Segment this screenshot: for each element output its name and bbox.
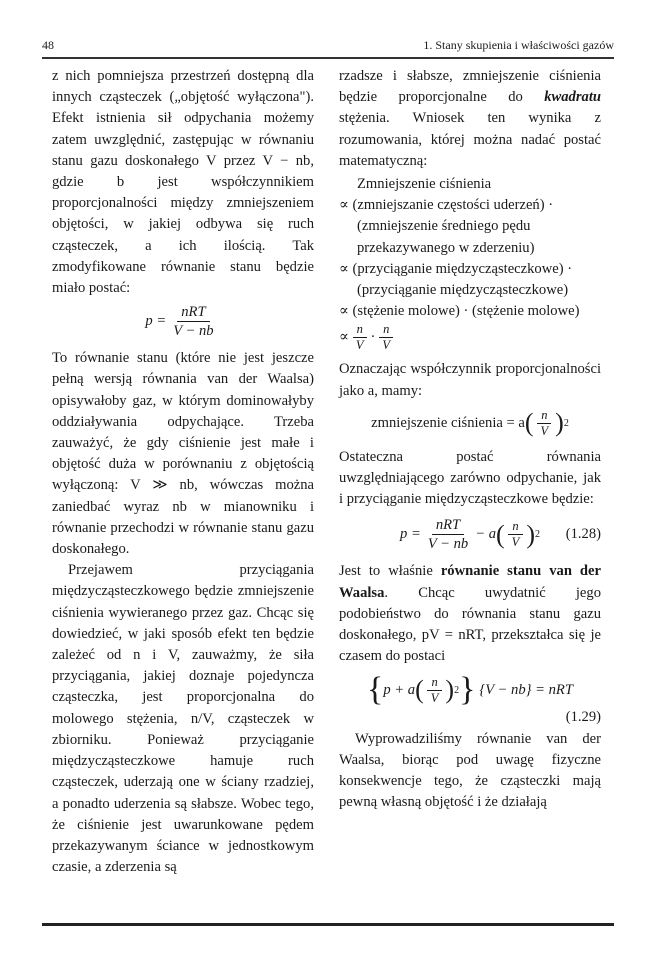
multiply-dot: · xyxy=(370,329,376,346)
page-header xyxy=(42,36,614,56)
equation-pressure-reduction xyxy=(339,408,601,439)
bold-term: równanie stanu van der Waalsa xyxy=(339,563,602,601)
text-span: . Chcąc uwydatnić jego podobieństwo do równania stanu gazu doskonałego, pV = nRT, przekształca się je czasem do postaci xyxy=(339,584,601,665)
paragraph xyxy=(339,561,601,667)
fraction-numerator: nRT xyxy=(177,303,209,322)
paragraph: Wyprowadziliśmy równanie van der Waalsa, biorąc pod uwagę fizyczne konsekwencje tego, że cząsteczki mają pewną własną objętość i że działają xyxy=(339,730,601,811)
paragraph xyxy=(339,66,601,172)
paren-right: ) xyxy=(555,408,564,438)
equation-lhs: zmniejszenie ciśnienia = a xyxy=(371,414,525,431)
page-number: 48 xyxy=(42,38,54,52)
equation-lhs: p = xyxy=(400,526,421,543)
text-span: stężenia. Wniosek ten wynika z rozumowania, której można nadać postać matematyczną: xyxy=(339,110,601,169)
fraction-denominator: V xyxy=(430,690,439,705)
exponent: 2 xyxy=(534,529,540,541)
fraction-denominator: V xyxy=(540,423,549,438)
fraction xyxy=(352,322,368,353)
fraction xyxy=(427,675,443,706)
fraction-numerator: nRT xyxy=(432,516,464,535)
paragraph: To równanie stanu (które nie jest jeszcze pełną wersją równania van der Waalsa) opisywałoby gaz, w którym dominowałyby oddziaływania odpychające. Trzeba zauważyć, że gdy ciśnienie jest małe i objętość duża w porównaniu z objętością wyłączoną: V ≫ nb, wówczas można zaniedbać wyraz nb w mianowniku i równanie przechodzi w równanie stanu gazu doskonałego. xyxy=(52,350,314,558)
equation-lhs: p = xyxy=(145,313,167,330)
fraction-denominator: V − nb xyxy=(427,536,469,553)
left-column xyxy=(52,66,314,878)
fraction xyxy=(508,519,524,550)
running-title: 1. Stany skupienia i właściwości gazów xyxy=(423,38,614,52)
equation-term: {V − nb} = nRT xyxy=(479,681,573,698)
brace-right: } xyxy=(459,671,476,709)
list-line: (zmniejszenie średniego pędu przekazywanego w zderzeniu) xyxy=(357,218,535,256)
list-line: ∝ (zmniejszanie częstości uderzeń) · xyxy=(339,197,554,214)
list-line: ∝ (stężenie molowe) · (stężenie molowe) xyxy=(339,303,580,320)
right-column xyxy=(339,66,601,813)
exponent: 2 xyxy=(563,417,569,429)
footer-rule xyxy=(42,923,614,926)
text-span: rzadsze i słabsze, zmniejszenie ciśnienia będzie proporcjonalne do xyxy=(339,68,601,106)
list-line-fraction xyxy=(339,322,601,353)
paren-left: ( xyxy=(415,675,424,705)
paragraph: z nich pomniejsza przestrzeń dostępną dla innych cząsteczek („objętość wyłączona"). Efekt istnienia sił odpychania możemy zatem uwzględnić, zastępując w równaniu stanu gazu doskonałego V przez V − nb, gdzie b jest współczynnikiem proporcjonalności między zmniejszeniem objętości, w jakiej odbywa się ruch cząsteczek, a ich ilością. Tak zmodyfikowane równanie stanu będzie miało postać: xyxy=(52,68,314,297)
header-rule xyxy=(42,57,614,59)
equation-van-der-waals-alt xyxy=(339,673,601,707)
equation-term: − a xyxy=(475,526,496,543)
fraction-numerator: n xyxy=(353,322,367,338)
paren-left: ( xyxy=(496,519,505,549)
paragraph: Oznaczając współczynnik proporcjonalności jako a, mamy: xyxy=(339,361,601,399)
equation-number: (1.29) xyxy=(565,709,601,726)
paren-right: ) xyxy=(526,519,535,549)
brace-left: { xyxy=(367,671,384,709)
fraction-numerator: n xyxy=(508,519,522,535)
fraction-denominator: V xyxy=(355,338,364,353)
list-heading: Zmniejszenie ciśnienia xyxy=(357,176,492,193)
fraction xyxy=(378,322,394,353)
fraction-numerator: n xyxy=(427,675,441,691)
fraction-numerator: n xyxy=(379,322,393,338)
equation-repulsive xyxy=(52,303,314,340)
fraction-denominator: V − nb xyxy=(173,323,214,340)
fraction xyxy=(424,516,472,553)
fraction-numerator: n xyxy=(537,408,551,424)
fraction-denominator: V xyxy=(511,535,520,550)
emphasis-text: kwadratu xyxy=(544,89,601,106)
paragraph: Ostateczna postać równania uwzględniającego zarówno odpychanie, jak i przyciąganie międzycząsteczkowe będzie: xyxy=(339,448,601,508)
paren-right: ) xyxy=(445,675,455,705)
list-line: ∝ (przyciąganie międzycząsteczkowe) · xyxy=(339,260,573,277)
equation-van-der-waals xyxy=(339,516,601,553)
list-line: (przyciąganie międzycząsteczkowe) xyxy=(357,282,569,299)
text-span: Jest to właśnie xyxy=(339,563,433,580)
fraction xyxy=(537,408,553,439)
proportionality-list xyxy=(339,174,601,353)
exponent: 2 xyxy=(454,684,460,696)
paragraph: Przejawem przyciągania międzycząsteczkowego będzie zmniejszenie ciśnienia wywieranego przez gaz. Chcąc się dowiedzieć, w jaki sposób efekt ten będzie zależeć od n i V, zauważmy, że siła przyciągania, jakiej doznaje pojedyncza cząsteczka, jest proporcjonalna do molowego stężenia, n/V, cząsteczek w zbiorniku. Ponieważ przyciąganie międzycząsteczkowe hamuje ruch cząsteczek, uderzają one w ściany rzadziej, a ponadto uderzenia są słabsze. Wobec tego, że ciśnienie jest uwarunkowane pędem przekazywanym ściance w jednostkowym czasie, a zderzenia są xyxy=(52,562,314,876)
fraction-denominator: V xyxy=(382,338,391,353)
equation-number: (1.28) xyxy=(565,526,601,543)
paren-left: ( xyxy=(524,408,534,438)
proportional-symbol: ∝ xyxy=(339,329,349,346)
fraction xyxy=(169,303,217,340)
equation-term: p + a xyxy=(383,681,416,698)
